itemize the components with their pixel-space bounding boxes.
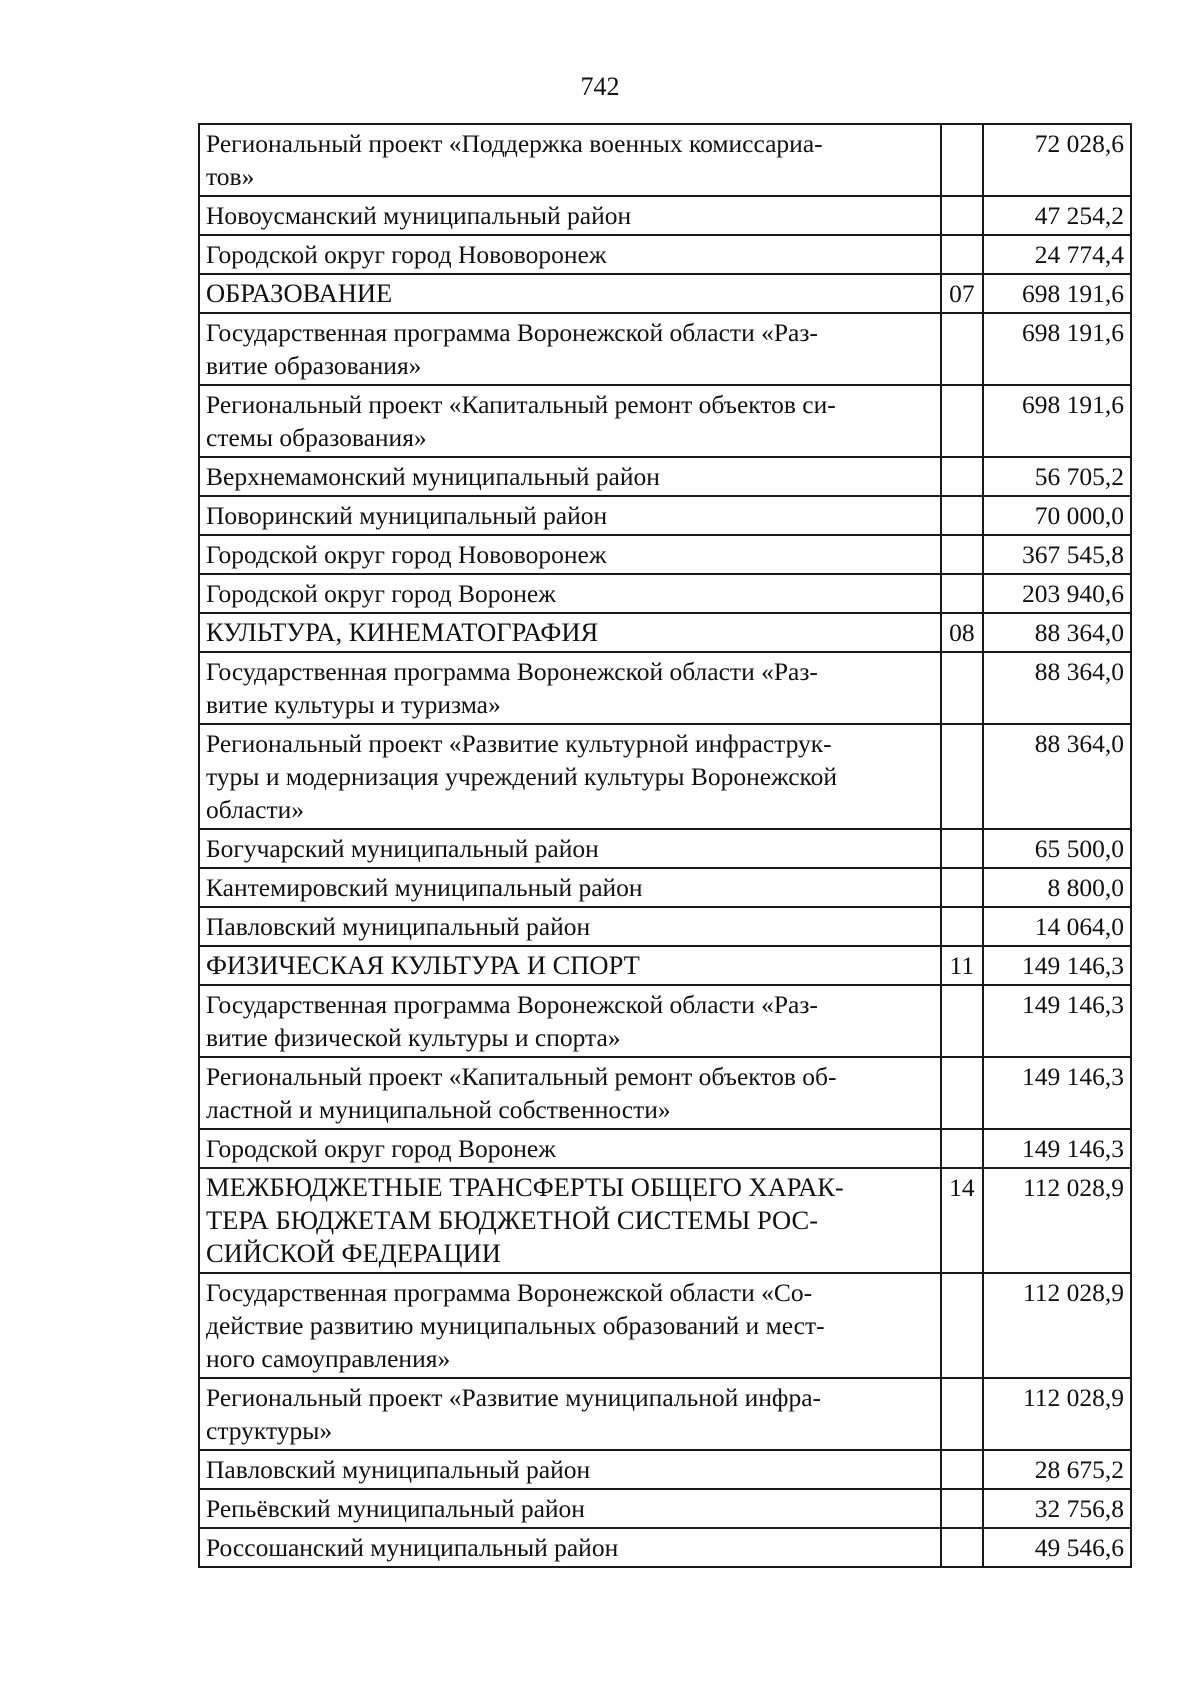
table-row — [199, 613, 1131, 652]
row-code-cell — [941, 496, 984, 535]
row-amount-cell: 367 545,8 — [983, 535, 1131, 574]
row-amount-cell: 112 028,9 — [983, 1168, 1131, 1273]
table-row — [199, 196, 1131, 235]
page-number: 742 — [580, 72, 620, 101]
row-code-cell: 07 — [941, 274, 984, 313]
row-code-cell — [941, 907, 984, 946]
row-amount-cell: 49 546,6 — [983, 1528, 1131, 1567]
row-code-cell — [941, 574, 984, 613]
row-code-cell — [941, 124, 984, 196]
table-row — [199, 1489, 1131, 1528]
table-row — [199, 985, 1131, 1057]
row-amount-cell: 149 146,3 — [983, 1129, 1131, 1168]
row-amount-cell: 149 146,3 — [983, 946, 1131, 985]
row-amount-cell: 698 191,6 — [983, 385, 1131, 457]
row-amount-cell: 698 191,6 — [983, 274, 1131, 313]
table-row — [199, 535, 1131, 574]
row-name-cell: Поворинский муниципальный район — [199, 496, 941, 535]
row-amount-cell: 149 146,3 — [983, 1057, 1131, 1129]
row-code-cell — [941, 1528, 984, 1567]
row-amount-cell: 112 028,9 — [983, 1273, 1131, 1378]
row-code-cell — [941, 457, 984, 496]
row-code-cell — [941, 829, 984, 868]
row-amount-cell: 32 756,8 — [983, 1489, 1131, 1528]
row-amount-cell: 28 675,2 — [983, 1450, 1131, 1489]
table-row — [199, 724, 1131, 829]
table-row — [199, 1273, 1131, 1378]
row-name-cell: Государственная программа Воронежской области «Раз- витие образования» — [199, 313, 941, 385]
row-code-cell — [941, 1273, 984, 1378]
row-name-cell: ОБРАЗОВАНИЕ — [199, 274, 941, 313]
table-row — [199, 868, 1131, 907]
row-name-cell: Городской округ город Нововоронеж — [199, 535, 941, 574]
row-amount-cell: 698 191,6 — [983, 313, 1131, 385]
table-row — [199, 385, 1131, 457]
table-row — [199, 1129, 1131, 1168]
row-name-cell: Кантемировский муниципальный район — [199, 868, 941, 907]
row-code-cell — [941, 313, 984, 385]
row-name-cell: Городской округ город Воронеж — [199, 1129, 941, 1168]
row-name-cell: Россошанский муниципальный район — [199, 1528, 941, 1567]
row-name-cell: Государственная программа Воронежской области «Со- действие развитию муниципальных образований и мест- ного самоуправления» — [199, 1273, 941, 1378]
table-row — [199, 1528, 1131, 1567]
row-code-cell — [941, 1057, 984, 1129]
row-code-cell — [941, 235, 984, 274]
row-code-cell — [941, 652, 984, 724]
row-name-cell: Богучарский муниципальный район — [199, 829, 941, 868]
row-amount-cell: 88 364,0 — [983, 724, 1131, 829]
table-row — [199, 1378, 1131, 1450]
row-name-cell: Государственная программа Воронежской области «Раз- витие культуры и туризма» — [199, 652, 941, 724]
row-name-cell: МЕЖБЮДЖЕТНЫЕ ТРАНСФЕРТЫ ОБЩЕГО ХАРАК- ТЕРА БЮДЖЕТАМ БЮДЖЕТНОЙ СИСТЕМЫ РОС- СИЙСКОЙ ФЕДЕРАЦИИ — [199, 1168, 941, 1273]
row-name-cell: Павловский муниципальный район — [199, 1450, 941, 1489]
row-code-cell — [941, 535, 984, 574]
row-amount-cell: 72 028,6 — [983, 124, 1131, 196]
row-name-cell: КУЛЬТУРА, КИНЕМАТОГРАФИЯ — [199, 613, 941, 652]
row-name-cell: Региональный проект «Капитальный ремонт объектов си- стемы образования» — [199, 385, 941, 457]
row-amount-cell: 56 705,2 — [983, 457, 1131, 496]
row-amount-cell: 14 064,0 — [983, 907, 1131, 946]
budget-table — [198, 123, 1132, 1568]
row-name-cell: Государственная программа Воронежской области «Раз- витие физической культуры и спорта» — [199, 985, 941, 1057]
row-name-cell: Региональный проект «Поддержка военных комиссариа- тов» — [199, 124, 941, 196]
row-amount-cell: 70 000,0 — [983, 496, 1131, 535]
row-amount-cell: 88 364,0 — [983, 613, 1131, 652]
row-code-cell: 08 — [941, 613, 984, 652]
row-amount-cell: 112 028,9 — [983, 1378, 1131, 1450]
row-name-cell: Верхнемамонский муниципальный район — [199, 457, 941, 496]
row-name-cell: Региональный проект «Развитие культурной инфраструк- туры и модернизация учреждений культуры Воронежской области» — [199, 724, 941, 829]
row-amount-cell: 47 254,2 — [983, 196, 1131, 235]
table-body — [199, 124, 1131, 1567]
table-row — [199, 124, 1131, 196]
table-row — [199, 1168, 1131, 1273]
row-code-cell — [941, 868, 984, 907]
row-amount-cell: 24 774,4 — [983, 235, 1131, 274]
row-code-cell — [941, 724, 984, 829]
table-row — [199, 235, 1131, 274]
table-row — [199, 457, 1131, 496]
table-row — [199, 274, 1131, 313]
row-name-cell: Региональный проект «Развитие муниципальной инфра- структуры» — [199, 1378, 941, 1450]
row-amount-cell: 65 500,0 — [983, 829, 1131, 868]
table-row — [199, 1057, 1131, 1129]
row-name-cell: Павловский муниципальный район — [199, 907, 941, 946]
table-row — [199, 652, 1131, 724]
row-amount-cell: 88 364,0 — [983, 652, 1131, 724]
row-code-cell — [941, 1129, 984, 1168]
table-row — [199, 1450, 1131, 1489]
row-name-cell: Новоусманский муниципальный район — [199, 196, 941, 235]
table-row — [199, 907, 1131, 946]
row-code-cell — [941, 196, 984, 235]
row-name-cell: Региональный проект «Капитальный ремонт объектов об- ластной и муниципальной собственности» — [199, 1057, 941, 1129]
row-code-cell — [941, 385, 984, 457]
row-code-cell — [941, 1378, 984, 1450]
row-code-cell: 14 — [941, 1168, 984, 1273]
row-name-cell: Репьёвский муниципальный район — [199, 1489, 941, 1528]
row-amount-cell: 8 800,0 — [983, 868, 1131, 907]
row-amount-cell: 203 940,6 — [983, 574, 1131, 613]
row-code-cell — [941, 1450, 984, 1489]
row-name-cell: ФИЗИЧЕСКАЯ КУЛЬТУРА И СПОРТ — [199, 946, 941, 985]
row-code-cell — [941, 1489, 984, 1528]
row-name-cell: Городской округ город Нововоронеж — [199, 235, 941, 274]
table-row — [199, 496, 1131, 535]
row-name-cell: Городской округ город Воронеж — [199, 574, 941, 613]
row-code-cell — [941, 985, 984, 1057]
row-code-cell: 11 — [941, 946, 984, 985]
table-row — [199, 829, 1131, 868]
row-amount-cell: 149 146,3 — [983, 985, 1131, 1057]
table-row — [199, 946, 1131, 985]
table-row — [199, 313, 1131, 385]
table-row — [199, 574, 1131, 613]
